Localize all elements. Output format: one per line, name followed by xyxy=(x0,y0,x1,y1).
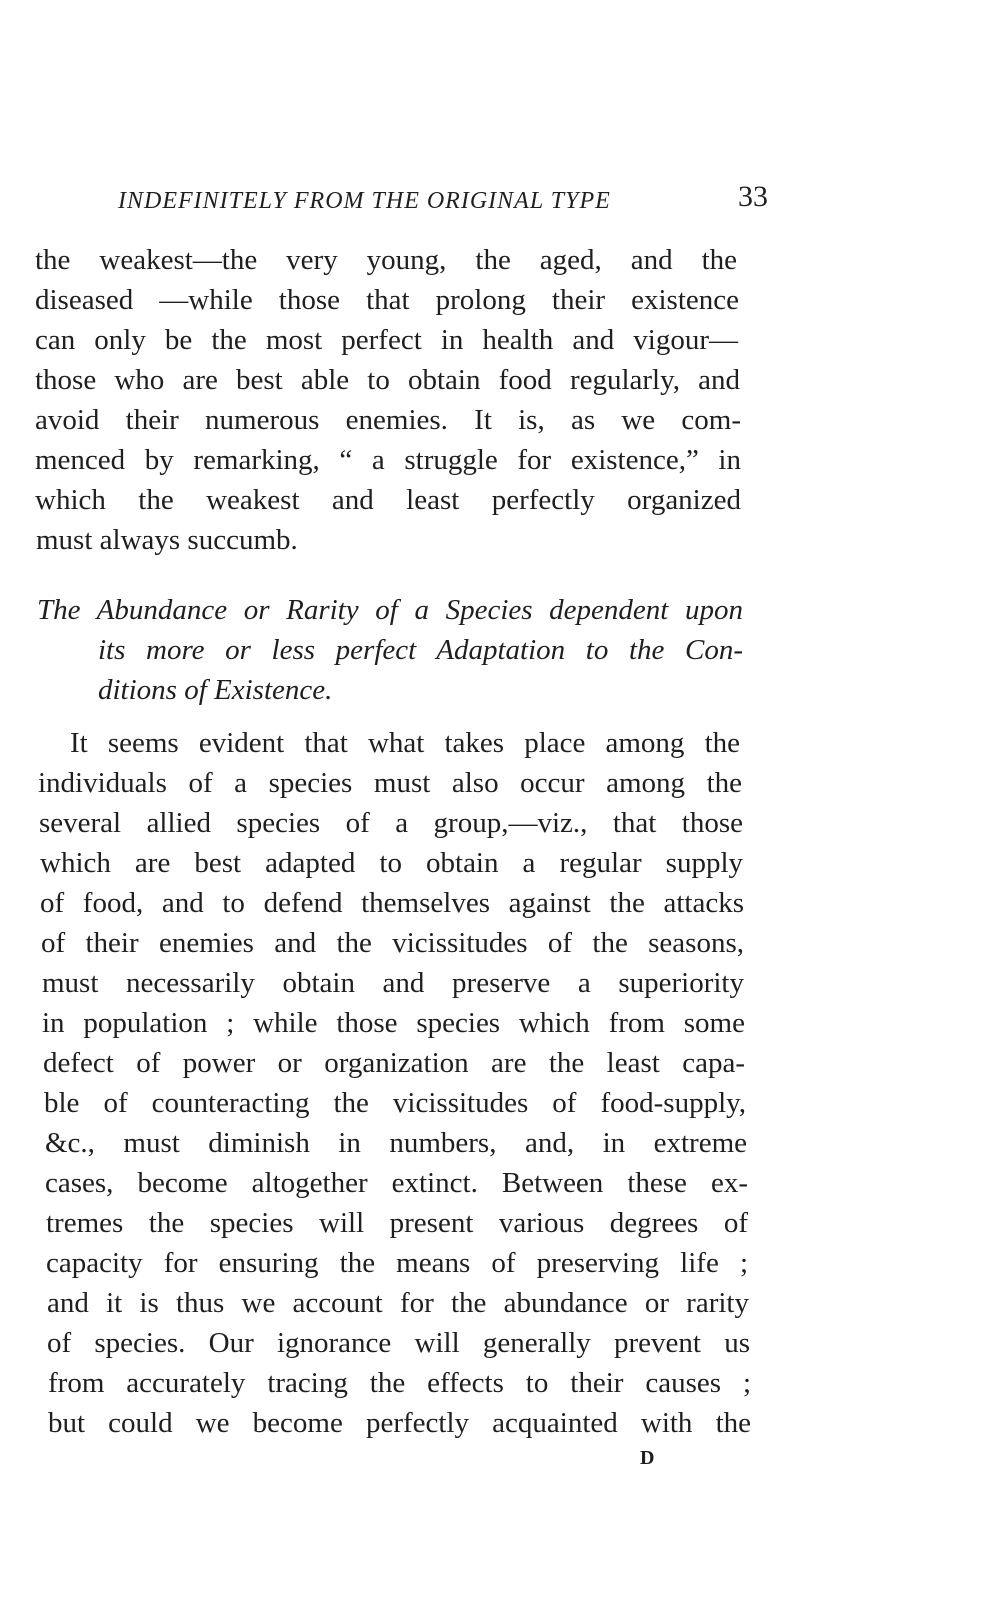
text-line: in population ; while those species which from some xyxy=(42,1007,745,1039)
text-line: menced by remarking, “ a struggle for existence,” in xyxy=(35,444,741,476)
running-title: INDEFINITELY FROM THE ORIGINAL TYPE xyxy=(118,188,611,214)
signature-mark: D xyxy=(640,1447,655,1469)
text-line: the weakest—the very young, the aged, and the xyxy=(35,244,737,276)
text-line: individuals of a species must also occur among the xyxy=(38,767,742,799)
text-line: must necessarily obtain and preserve a superiority xyxy=(42,967,744,999)
text-line: cases, become altogether extinct. Between these ex- xyxy=(45,1167,748,1199)
text-line: tremes the species will present various degrees of xyxy=(46,1207,748,1239)
running-head xyxy=(118,180,768,220)
text-line: of food, and to defend themselves against the attacks xyxy=(40,887,744,919)
text-line: can only be the most perfect in health and vigour— xyxy=(35,324,738,356)
heading-line: The Abundance or Rarity of a Species dependent upon xyxy=(37,594,743,626)
text-line: ble of counteracting the vicissitudes of food-supply, xyxy=(44,1087,746,1119)
page-number: 33 xyxy=(738,180,768,213)
heading-line: its more or less perfect Adaptation to the Con- xyxy=(98,634,743,666)
text-line: which the weakest and least perfectly organized xyxy=(35,484,741,516)
text-line: of their enemies and the vicissitudes of the seasons, xyxy=(41,927,744,959)
text-line: diseased —while those that prolong their existence xyxy=(35,284,739,316)
text-line: &c., must diminish in numbers, and, in extreme xyxy=(45,1127,747,1159)
text-line: but could we become perfectly acquainted with the xyxy=(48,1407,751,1439)
text-line: must always succumb. xyxy=(36,524,298,556)
text-line: those who are best able to obtain food regularly, and xyxy=(35,364,740,396)
text-line: several allied species of a group,—viz., that those xyxy=(39,807,743,839)
text-line: defect of power or organization are the least capa- xyxy=(43,1047,745,1079)
text-line: capacity for ensuring the means of preserving life ; xyxy=(46,1247,748,1279)
text-line: from accurately tracing the effects to their causes ; xyxy=(48,1367,751,1399)
text-line: avoid their numerous enemies. It is, as we com- xyxy=(35,404,741,436)
heading-line: ditions of Existence. xyxy=(98,674,333,706)
text-line: which are best adapted to obtain a regular supply xyxy=(40,847,743,879)
text-line: It seems evident that what takes place among the xyxy=(70,727,740,759)
text-line: and it is thus we account for the abundance or rarity xyxy=(47,1287,749,1319)
text-line: of species. Our ignorance will generally prevent us xyxy=(47,1327,750,1359)
